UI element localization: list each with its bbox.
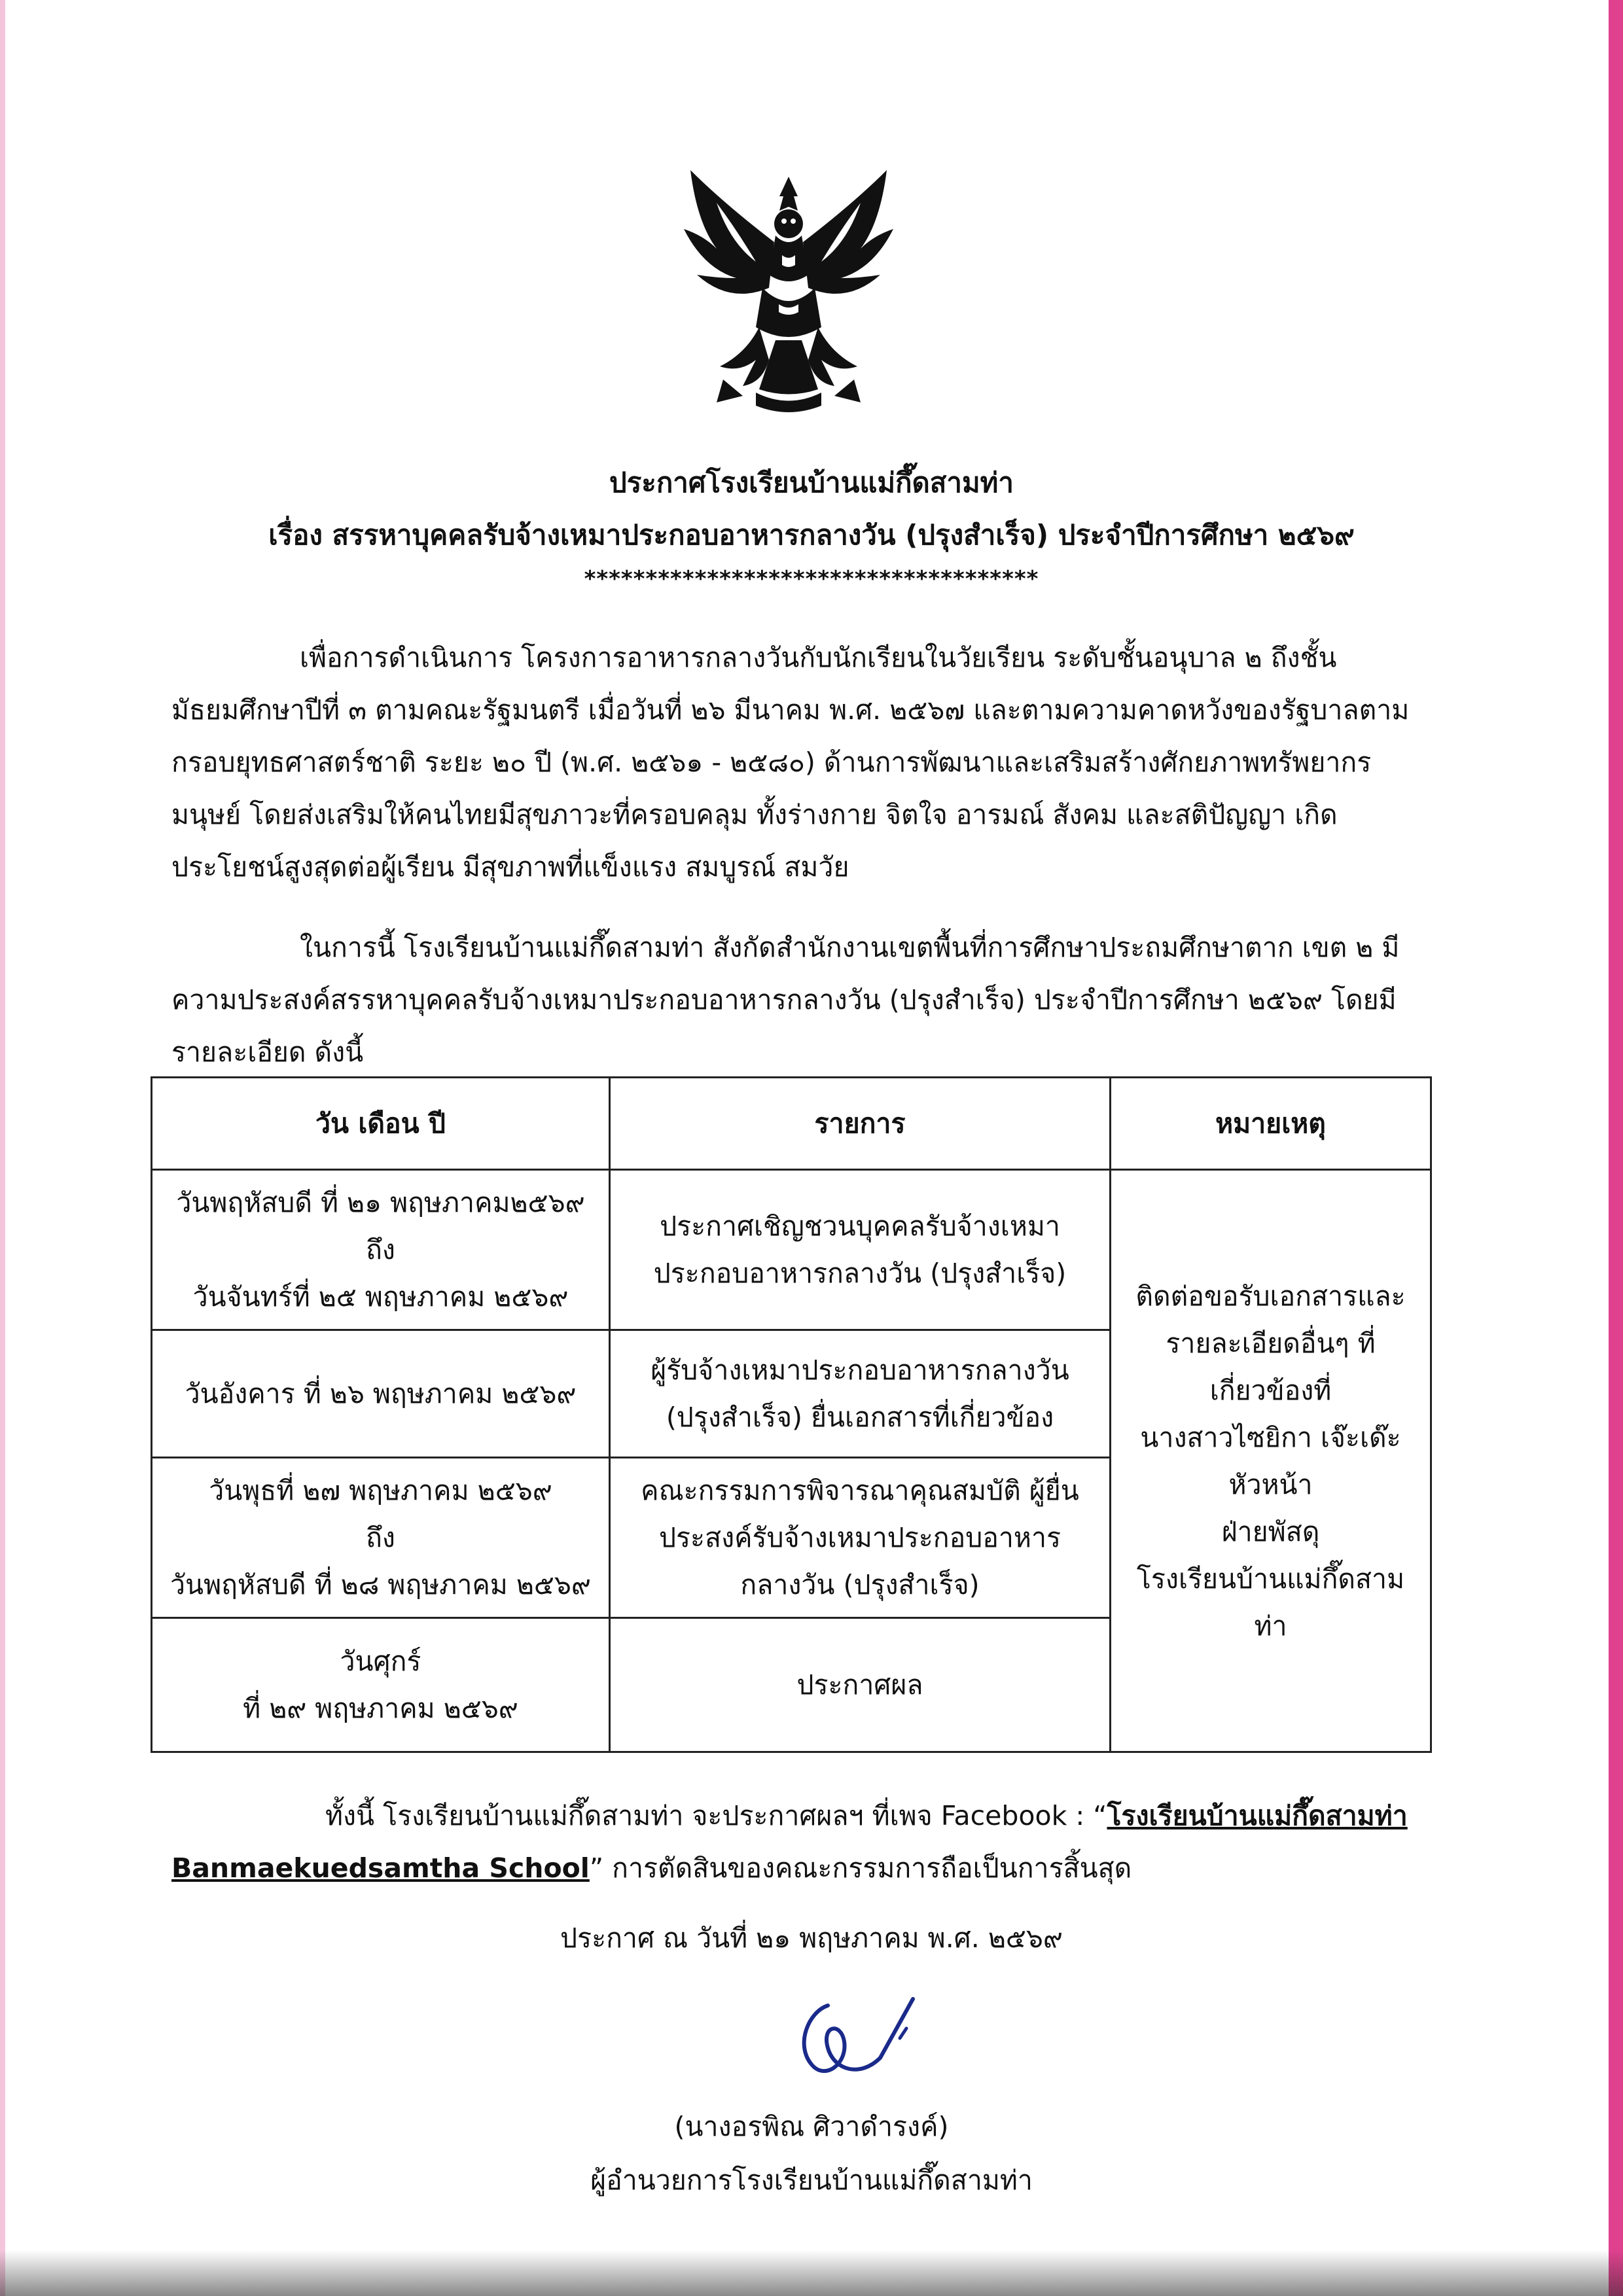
signer-title: ผู้อำนวยการโรงเรียนบ้านแม่กึ๊ดสามท่า bbox=[590, 2164, 1033, 2196]
facebook-page-link[interactable]: โรงเรียนบ้านแม่กึ๊ดสามท่า Banmaekuedsamtha School bbox=[171, 1800, 1408, 1884]
closing-text-after: ” การตัดสินของคณะกรรมการถือเป็นการสิ้นสุด bbox=[589, 1852, 1132, 1884]
paragraph-intent: ในการนี้ โรงเรียนบ้านแม่กึ๊ดสามท่า สังกัดสำนักงานเขตพื้นที่การศึกษาประถมศึกษาตาก เขต ๒ มีความประสงค์สรรหาบุคคลรับจ้างเหมาประกอบอาหารกลางวัน (ปรุงสำเร็จ) ประจำปีการศึกษา ๒๕๖๙ โดยมีรายละเอียด ดังนี้ bbox=[171, 932, 1400, 1068]
title-separator: ************************************* bbox=[584, 566, 1039, 592]
row-date: วันพุธที่ ๒๗ พฤษภาคม ๒๕๖๙ ถึง วันพฤหัสบดี ที่ ๒๘ พฤษภาคม ๒๕๖๙ bbox=[152, 1458, 610, 1618]
row-note: ติดต่อขอรับเอกสารและ รายละเอียดอื่นๆ ที่เกี่ยวข้องที่ นางสาวไซยิกา เจ๊ะเด๊ะ หัวหน้า ฝ่ายพัสดุ โรงเรียนบ้านแม่กึ๊ดสามท่า bbox=[1111, 1170, 1431, 1752]
announce-date: ประกาศ ณ วันที่ ๒๑ พฤษภาคม พ.ศ. ๒๕๖๙ bbox=[560, 1922, 1063, 1954]
row-item: คณะกรรมการพิจารณาคุณสมบัติ ผู้ยื่น ประสงค์รับจ้างเหมาประกอบอาหาร กลางวัน (ปรุงสำเร็จ) bbox=[610, 1458, 1111, 1618]
table-header-row bbox=[152, 1078, 1431, 1170]
row-date: วันศุกร์ ที่ ๒๙ พฤษภาคม ๒๕๖๙ bbox=[152, 1618, 610, 1752]
paragraph-purpose: เพื่อการดำเนินการ โครงการอาหารกลางวันกับนักเรียนในวัยเรียน ระดับชั้นอนุบาล ๒ ถึงชั้นมัธยมศึกษาปีที่ ๓ ตามคณะรัฐมนตรี เมื่อวันที่ ๒๖ มีนาคม พ.ศ. ๒๕๖๗ และตามความคาดหวังของรัฐบาลตามกรอบยุทธศาสตร์ชาติ ระยะ ๒๐ ปี (พ.ศ. ๒๕๖๑ - ๒๕๘๐) ด้านการพัฒนาและเสริมสร้างศักยภาพทรัพยากรมนุษย์ โดยส่งเสริมให้คนไทยมีสุขภาวะที่ครอบคลุม ทั้งร่างกาย จิตใจ อารมณ์ สังคม และสติปัญญา เกิดประโยชน์สูงสุดต่อผู้เรียน มีสุขภาพที่แข็งแรง สมบูรณ์ สมวัย bbox=[171, 642, 1410, 883]
scan-bottom-shadow bbox=[0, 2250, 1623, 2296]
signature-icon bbox=[782, 1986, 933, 2104]
table-row bbox=[152, 1170, 1431, 1330]
announcement-title: ประกาศโรงเรียนบ้านแม่กึ๊ดสามท่า bbox=[609, 467, 1014, 499]
announcement-subject: เรื่อง สรรหาบุคคลรับจ้างเหมาประกอบอาหารกลางวัน (ปรุงสำเร็จ) ประจำปีการศึกษา ๒๕๖๙ bbox=[268, 519, 1355, 551]
row-date: วันพฤหัสบดี ที่ ๒๑ พฤษภาคม๒๕๖๙ ถึง วันจันทร์ที่ ๒๕ พฤษภาคม ๒๕๖๙ bbox=[152, 1170, 610, 1330]
signer-name: (นางอรพิณ ศิวาดำรงค์) bbox=[674, 2111, 949, 2142]
header-date: วัน เดือน ปี bbox=[152, 1078, 610, 1170]
garuda-emblem-icon bbox=[677, 164, 900, 419]
row-item: ประกาศเชิญชวนบุคคลรับจ้างเหมา ประกอบอาหารกลางวัน (ปรุงสำเร็จ) bbox=[610, 1170, 1111, 1330]
row-item: ผู้รับจ้างเหมาประกอบอาหารกลางวัน (ปรุงสำเร็จ) ยื่นเอกสารที่เกี่ยวข้อง bbox=[610, 1330, 1111, 1458]
row-date: วันอังคาร ที่ ๒๖ พฤษภาคม ๒๕๖๙ bbox=[152, 1330, 610, 1458]
header-item: รายการ bbox=[610, 1078, 1111, 1170]
closing-text-before: ทั้งนี้ โรงเรียนบ้านแม่กึ๊ดสามท่า จะประกาศผลฯ ที่เพจ Facebook : “ bbox=[325, 1800, 1107, 1831]
header-note: หมายเหตุ bbox=[1111, 1078, 1431, 1170]
schedule-table bbox=[151, 1076, 1432, 1753]
row-item: ประกาศผล bbox=[610, 1618, 1111, 1752]
closing-paragraph bbox=[171, 1790, 1428, 1894]
